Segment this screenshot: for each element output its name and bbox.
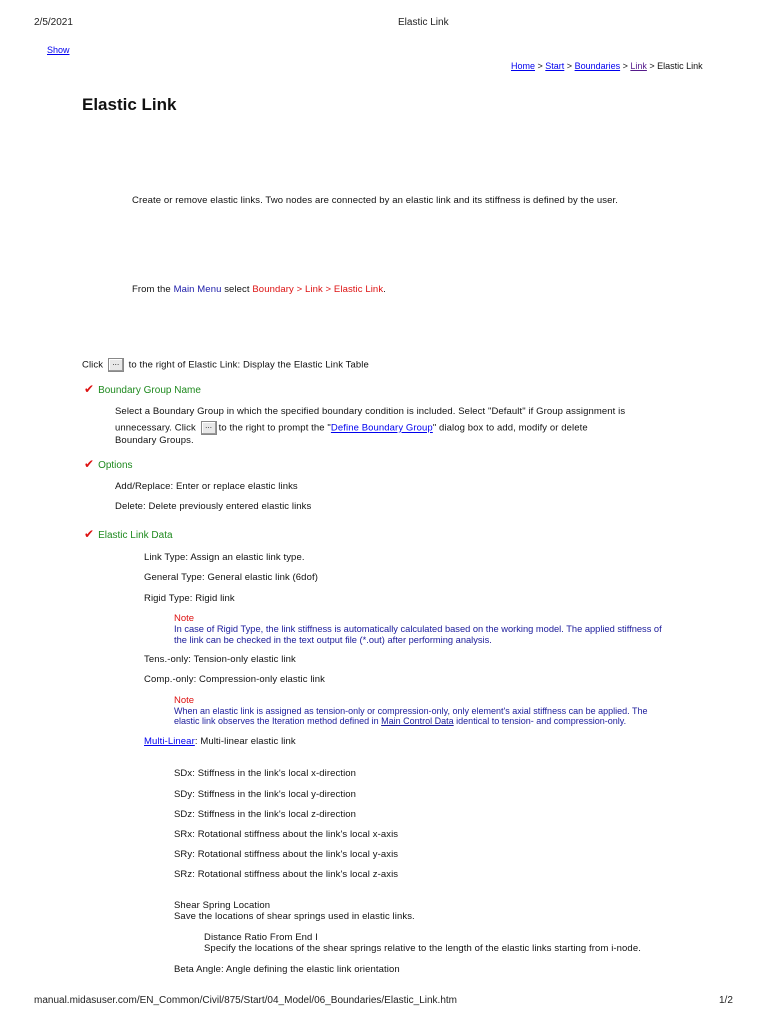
show-link[interactable]: Show (47, 45, 70, 55)
multi-linear-link[interactable]: Multi-Linear (144, 736, 195, 747)
distance-ratio-heading: Distance Ratio From End I (204, 932, 318, 943)
breadcrumb-separator: > (535, 61, 546, 71)
sdx-item: SDx: Stiffness in the link's local x-direction (174, 768, 357, 779)
boundary-group-line3: Boundary Groups. (115, 435, 194, 446)
define-boundary-group-link[interactable]: Define Boundary Group (330, 422, 433, 434)
page-number: 1/2 (719, 995, 733, 1006)
click-suffix: to the right of Elastic Link: Display the Elastic Link Table (128, 359, 369, 371)
section-heading: Options (98, 460, 133, 471)
multi-linear-text: : Multi-linear elastic link (194, 736, 296, 747)
main-control-data-link[interactable]: Main Control Data (381, 716, 454, 726)
note-heading: Note (174, 613, 195, 624)
rigid-type: Rigid Type: Rigid link (144, 593, 235, 604)
line-text: to the right to prompt the " (218, 422, 331, 434)
boundary-group-line2 (115, 421, 588, 435)
note-line: When an elastic link is assigned as tension-only or compression-only, only element's axial stiffness can be applied. The (174, 706, 648, 716)
section-boundary-group (84, 382, 201, 396)
sry-item: SRy: Rotational stiffness about the link's local y-axis (174, 849, 399, 860)
note-text-rigid: In case of Rigid Type, the link stiffness is automatically calculated based on the working model. The applied stiffness of the link can be checked in the text output file (*.out) after performing analysis. (174, 624, 662, 645)
multi-linear (144, 736, 296, 747)
breadcrumb-boundaries[interactable]: Boundaries (574, 61, 621, 71)
section-heading: Elastic Link Data (98, 530, 173, 541)
sdy-item: SDy: Stiffness in the link's local y-direction (174, 789, 357, 800)
note-text-tension (174, 706, 647, 726)
menu-path-mid: select (221, 284, 253, 295)
line-text: " dialog box to add, modify or delete (432, 422, 588, 434)
breadcrumb-separator: > (646, 61, 658, 71)
beta-angle: Beta Angle: Angle defining the elastic link orientation (174, 964, 400, 975)
click-line (82, 358, 369, 372)
menu-path-prefix: From the (132, 284, 174, 295)
menu-path-command: Boundary > Link > Elastic Link (252, 284, 384, 295)
line-text: unnecessary. Click (115, 422, 196, 434)
breadcrumb-link[interactable]: Link (630, 61, 647, 71)
note-heading: Note (174, 695, 195, 706)
srz-item: SRz: Rotational stiffness about the link's local z-axis (174, 869, 399, 880)
srx-item: SRx: Rotational stiffness about the link's local x-axis (174, 829, 399, 840)
note-text: elastic link observes the Iteration method defined in (174, 716, 382, 726)
menu-path (132, 284, 386, 295)
print-url: manual.midasuser.com/EN_Common/Civil/875/Start/04_Model/06_Boundaries/Elastic_Link.htm (34, 995, 457, 1006)
main-menu-label: Main Menu (173, 284, 222, 295)
boundary-group-line1: Select a Boundary Group in which the specified boundary condition is included. Select "Default" if Group assignment is (115, 406, 626, 417)
option-add: Add/Replace: Enter or replace elastic links (115, 481, 298, 492)
checkmark-icon: ✔ (84, 382, 95, 396)
breadcrumb-start[interactable]: Start (545, 61, 565, 71)
print-title: Elastic Link (398, 17, 449, 28)
general-type: General Type: General elastic link (6dof) (144, 572, 318, 583)
breadcrumb-home[interactable]: Home (511, 61, 536, 71)
print-date: 2/5/2021 (34, 17, 73, 28)
click-prefix: Click (82, 359, 104, 371)
checkmark-icon: ✔ (84, 527, 95, 541)
ellipsis-button-icon: ... (108, 358, 124, 372)
checkmark-icon: ✔ (84, 457, 95, 471)
note-line (174, 716, 647, 726)
menu-path-suffix: . (383, 284, 386, 295)
tens-only: Tens.-only: Tension-only elastic link (144, 654, 296, 665)
ellipsis-button-icon: ... (201, 421, 217, 435)
breadcrumb (511, 61, 703, 71)
breadcrumb-separator: > (564, 61, 575, 71)
section-heading: Boundary Group Name (98, 385, 201, 396)
breadcrumb-current: Elastic Link (657, 61, 703, 71)
sdz-item: SDz: Stiffness in the link's local z-direction (174, 809, 357, 820)
distance-ratio-text: Specify the locations of the shear springs relative to the length of the elastic links starting from i-node. (204, 943, 641, 954)
shear-spring-text: Save the locations of shear springs used in elastic links. (174, 911, 415, 922)
section-options (84, 457, 133, 471)
note-text: identical to tension- and compression-only. (453, 716, 627, 726)
option-delete: Delete: Delete previously entered elastic links (115, 501, 312, 512)
breadcrumb-separator: > (620, 61, 631, 71)
link-type: Link Type: Assign an elastic link type. (144, 552, 305, 563)
shear-spring-heading: Shear Spring Location (174, 900, 271, 911)
comp-only: Comp.-only: Compression-only elastic link (144, 674, 325, 685)
intro-text: Create or remove elastic links. Two nodes are connected by an elastic link and its stiffness is defined by the user. (132, 195, 618, 206)
page-title: Elastic Link (82, 95, 177, 114)
section-elastic-link-data (84, 527, 173, 541)
